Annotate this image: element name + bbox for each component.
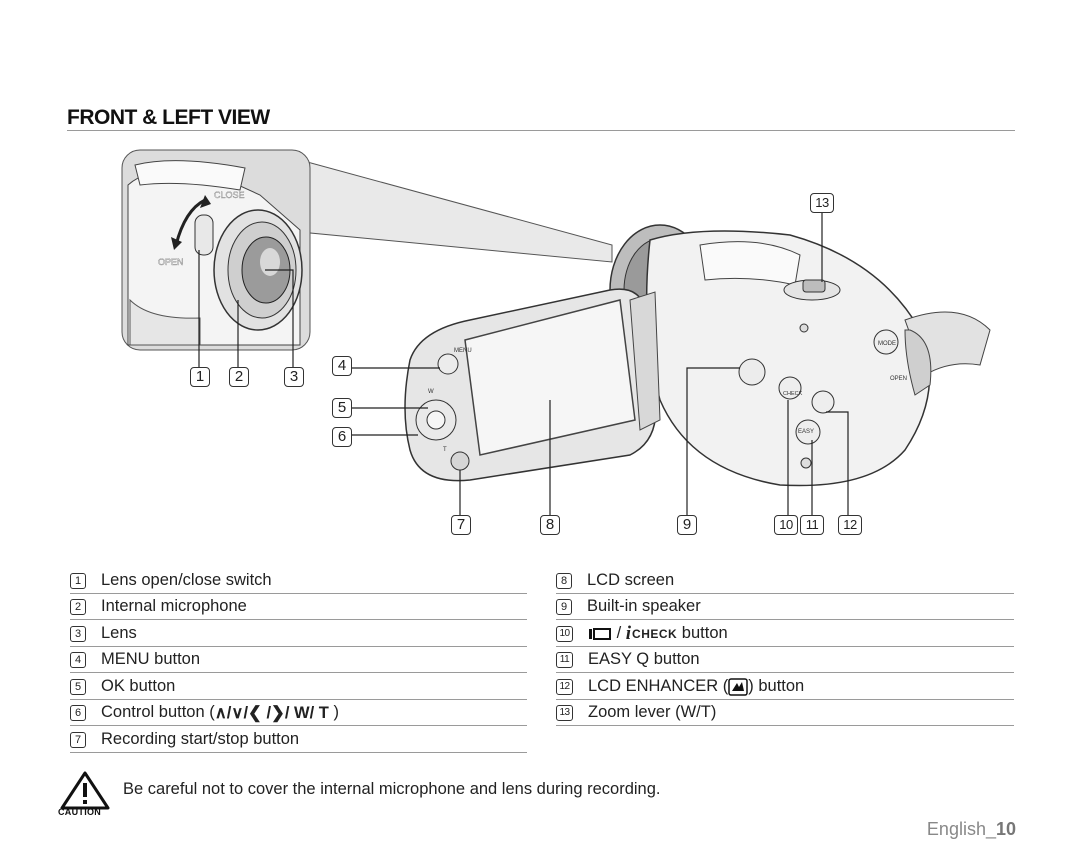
- slash-separator: /: [612, 624, 626, 642]
- check-label: CHECK: [783, 391, 803, 397]
- page-footer: [927, 819, 1016, 840]
- callout-6: 6: [332, 427, 352, 447]
- easy-label: EASY: [798, 429, 815, 435]
- legend-item-7: [70, 727, 527, 753]
- legend-item-11: [556, 647, 1014, 673]
- callout-8: 8: [540, 515, 560, 535]
- callout-3: 3: [284, 367, 304, 387]
- page-number: 10: [995, 819, 1016, 839]
- legend-number: 9: [556, 599, 572, 615]
- lcd-enhancer-icon: [728, 678, 748, 696]
- caution-label: CAUTION: [58, 807, 102, 817]
- icheck-brand: i: [625, 622, 632, 644]
- legend-text: EASY Q button: [588, 650, 700, 668]
- callout-7: 7: [451, 515, 471, 535]
- open-label: OPEN: [890, 376, 908, 382]
- legend-number: 8: [556, 573, 572, 589]
- callout-10: 10: [774, 515, 798, 535]
- callout-2: 2: [229, 367, 249, 387]
- legend-text: Lens: [101, 624, 137, 642]
- legend-text: button: [677, 624, 728, 642]
- callout-13: 13: [810, 193, 834, 213]
- page-title: FRONT & LEFT VIEW: [67, 106, 270, 129]
- legend-number: 4: [70, 652, 86, 668]
- legend-text: Control button (: [101, 703, 215, 721]
- callout-4: 4: [332, 356, 352, 376]
- legend-suffix: ) button: [748, 677, 805, 695]
- legend-item-3: [70, 621, 527, 647]
- legend-number: 12: [556, 679, 573, 695]
- callout-1: 1: [190, 367, 210, 387]
- inset-open-label: OPEN: [158, 257, 184, 267]
- legend-item-8: [556, 568, 1014, 594]
- callout-12: 12: [838, 515, 862, 535]
- legend-text: LCD screen: [587, 571, 675, 589]
- legend-text: Built-in speaker: [587, 597, 701, 615]
- legend-item-4: [70, 647, 527, 673]
- legend-number: 5: [70, 679, 86, 695]
- legend-number: 7: [70, 732, 86, 748]
- legend-item-6: [70, 700, 527, 726]
- control-symbols: ∧/∨/❮ /❯/ W/ T: [214, 703, 329, 722]
- legend-text: Zoom lever (W/T): [588, 703, 717, 721]
- camcorder-body: [610, 225, 990, 486]
- legend-text: MENU button: [101, 650, 201, 668]
- footer-language: English_: [926, 819, 996, 839]
- legend-text: Lens open/close switch: [101, 571, 272, 589]
- legend-item-2: [70, 594, 527, 620]
- mode-label: MODE: [878, 341, 896, 347]
- legend-number: 11: [556, 652, 573, 668]
- callout-5: 5: [332, 398, 352, 418]
- legend-text: Recording start/stop button: [101, 730, 300, 748]
- legend-item-13: [556, 700, 1014, 726]
- legend-number: 3: [70, 626, 86, 642]
- t-label: T: [443, 447, 447, 453]
- menu-label: MENU: [454, 348, 472, 354]
- legend-text: Internal microphone: [101, 597, 247, 615]
- legend-item-9: [556, 594, 1014, 620]
- legend-text: LCD ENHANCER (: [588, 677, 729, 695]
- legend-suffix: ): [328, 703, 339, 721]
- legend-number: 13: [556, 705, 573, 721]
- icheck-word: CHECK: [632, 626, 678, 641]
- legend-number: 6: [70, 705, 86, 721]
- legend-item-1: [70, 568, 527, 594]
- callout-11: 11: [800, 515, 824, 535]
- legend-item-5: [70, 674, 527, 700]
- legend-item-10: [556, 621, 1014, 647]
- inset-close-label: CLOSE: [214, 190, 245, 200]
- legend-number: 2: [70, 599, 86, 615]
- zoom-beam: [300, 160, 612, 262]
- legend-text: OK button: [101, 677, 176, 695]
- callout-9: 9: [677, 515, 697, 535]
- legend-number: 1: [70, 573, 86, 589]
- display-icon: [588, 627, 612, 641]
- legend-item-12: [556, 674, 1014, 700]
- legend-number: 10: [556, 626, 573, 642]
- w-label: W: [428, 389, 434, 395]
- caution-text: Be careful not to cover the internal microphone and lens during recording.: [123, 780, 661, 798]
